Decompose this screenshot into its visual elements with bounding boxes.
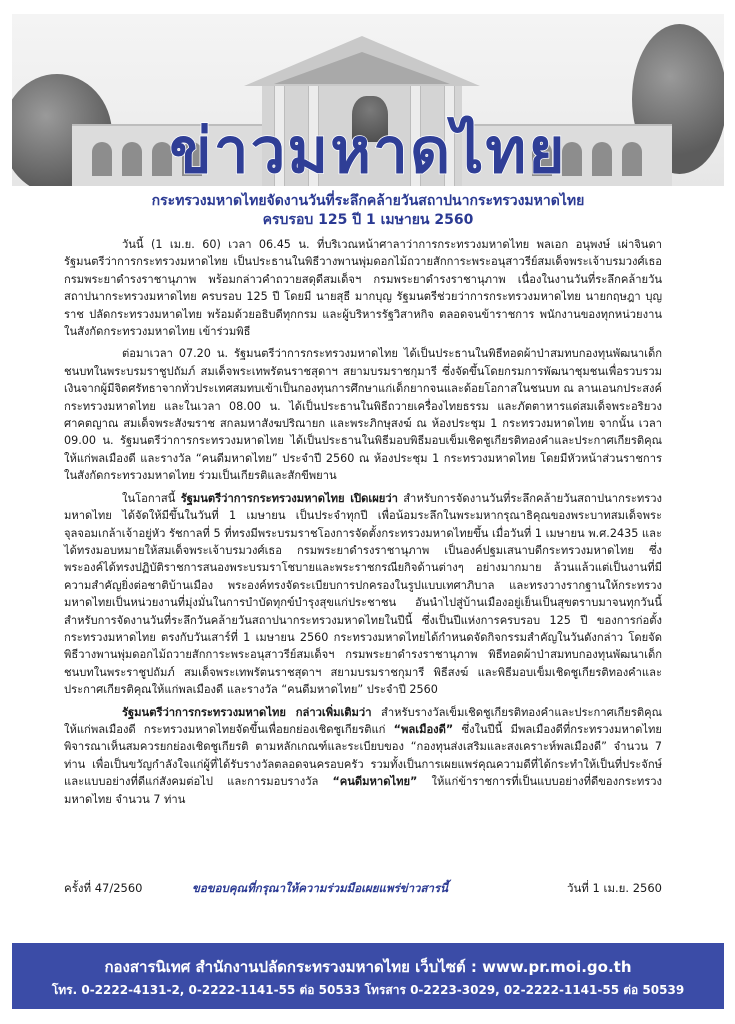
footer-office-website: กองสารนิเทศ สำนักงานปลัดกระทรวงมหาดไทย เว็บไซต์ : www.pr.moi.go.th <box>104 958 632 976</box>
paragraph-1: วันนี้ (1 เม.ย. 60) เวลา 06.45 น. ที่บริเวณหน้าศาลาว่าการกระทรวงมหาดไทย พลเอก อนุพงษ์ เผ่าจินดา รัฐมนตรีว่าการกระทรวงมหาดไทย เป็นประธานในพิธีวางพานพุ่มดอกไม้ถวายสักการะพระอนุสาวรีย์สมเด็จพระเจ้าบรมวงศ์เธอ กรมพระยาดำรงราชานุภาพ พร้อมกล่าวคำถวายสดุดีสมเด็จฯ กรมพระยาดำรงราชานุภาพ เนื่องในงานวันที่ระลึกคล้ายวันสถาปนากระทรวงมหาดไทย ครบรอบ 125 ปี โดยมี นายสุธี มากบุญ รัฐมนตรีช่วยว่าการกระทรวงมหาดไทย นายกฤษฎา บุญราช ปลัดกระทรวงมหาดไทย พร้อมด้วยอธิบดีทุกกรม และผู้บริหารรัฐวิสาหกิจ ตลอดจนข้าราชการ พนักงานของทุกหน่วยงานในสังกัดกระทรวงมหาดไทย เข้าร่วมพิธี <box>64 238 662 339</box>
paragraph-4-text-b: ซึ่งในปีนี้ มีพลเมืองดีที่กระทรวงมหาดไทยพิจารณาเห็นสมควรยกย่องเชิดชูเกียรติ ตามหลักเกณฑ์และระเบียบของ “กองทุนส่งเสริมและสงเคราะห์พลเมืองดี” จำนวน 7 ท่าน เพื่อเป็นขวัญกำลังใจแก่ผู้ที่ได้รับรางวัลตลอดจนครอบครัว รวมทั้งเป็นการเผยแพร่คุณความดีที่ได้กระทำให้เป็นที่ประจักษ์และแบบอย่างที่ดีแก่สังคมต่อไป และการมอบรางวัล <box>64 722 662 789</box>
headline-line-1: กระทรวงมหาดไทยจัดงานวันที่ระลึกคล้ายวันสถาปนากระทรวงมหาดไทย <box>151 193 585 209</box>
release-meta <box>64 880 662 898</box>
pediment-ornament <box>274 52 450 84</box>
paragraph-3-bold: รัฐมนตรีว่าการกระทรวงมหาดไทย เปิดเผยว่า <box>180 491 398 505</box>
issue-number: ครั้งที่ 47/2560 <box>64 881 143 895</box>
footer-bar <box>12 943 724 1009</box>
article-body <box>64 236 662 813</box>
headline <box>12 192 724 230</box>
paragraph-4-bold: รัฐมนตรีว่าการกระทรวงมหาดไทย กล่าวเพิ่มเติมว่า <box>122 705 372 719</box>
header-banner <box>12 14 724 186</box>
paragraph-4-good-official: “คนดีมหาดไทย” <box>332 775 418 789</box>
paragraph-4 <box>64 704 662 808</box>
paragraph-3 <box>64 490 662 699</box>
thanks-note: ขอขอบคุณที่กรุณาให้ความร่วมมือเผยแพร่ข่าวสารนี้ <box>192 881 448 895</box>
release-date: วันที่ 1 เม.ย. 2560 <box>566 881 662 895</box>
paragraph-4-text-c: ให้แก่ข้าราชการที่เป็นแบบอย่างที่ดีของกระทรวงมหาดไทย จำนวน 7 ท่าน <box>64 775 662 806</box>
paragraph-3-rest: สำหรับการจัดงานวันที่ระลึกคล้ายวันสถาปนากระทรวงมหาดไทย ได้จัดให้มีขึ้นในวันที่ 1 เมษายน เป็นประจำทุกปี เพื่อน้อมระลึกในพระมหากรุณาธิคุณของพระบาทสมเด็จพระจุลจอมเกล้าเจ้าอยู่หัว รัชกาลที่ 5 ที่ทรงมีพระบรมราชโองการจัดตั้งกระทรวงมหาดไทยขึ้น เมื่อวันที่ 1 เมษายน พ.ศ.2435 และได้ทรงมอบหมายให้สมเด็จพระเจ้าบรมวงศ์เธอ กรมพระยาดำรงราชานุภาพ เป็นองค์ปฐมเสนาบดีกระทรวงมหาดไทย ซึ่งพระองค์ได้ทรงปฏิบัติราชการสนองพระบรมราโชบายและพระราชกรณียกิจด้านต่างๆ อย่างมากมาย ล้วนแล้วแต่เป็นงานที่มีความสำคัญยิ่งต่อชาติบ้านเมือง พระองค์ทรงจัดระเบียบการปกครองในรูปแบบเทศาภิบาล และทรงวางรากฐานให้กระทรวงมหาดไทยเป็นหน่วยงานที่มุ่งมั่นในการบำบัดทุกข์บำรุงสุขแก่ประชาชน อันนำไปสู่บ้านเมืองอยู่เย็นเป็นสุขตราบมาจนทุกวันนี้ สำหรับการจัดงานวันที่ระลึกวันคล้ายวันสถาปนากระทรวงมหาดไทยในปีนี้ ซึ่งเป็นปีแห่งการครบรอบ 125 ปี ของการก่อตั้งกระทรวงมหาดไทย ตรงกับวันเสาร์ที่ 1 เมษายน 2560 กระทรวงมหาดไทยได้กำหนดจัดกิจกรรมสำคัญในวันดังกล่าว โดยจัดพิธีวางพานพุ่มดอกไม้ถวายสักการะพระอนุสาวรีย์สมเด็จฯ กรมพระยาดำรงราชานุภาพ พิธีทอดผ้าป่าสมทบกองทุนพัฒนาเด็กชนบทในพระราชูปถัมภ์ สมเด็จพระเทพรัตนราชสุดาฯ สยามบรมราชกุมารี พิธีสงฆ์ และพิธีมอบเข็มเชิดชูเกียรติทองคำและประกาศเกียรติคุณให้แก่พลเมืองดี และรางวัล “คนดีมหาดไทย” ประจำปี 2560 <box>64 491 662 697</box>
paragraph-2: ต่อมาเวลา 07.20 น. รัฐมนตรีว่าการกระทรวงมหาดไทย ได้เป็นประธานในพิธีทอดผ้าป่าสมทบกองทุนพัฒนาเด็กชนบทในพระบรมราชูปถัมภ์ สมเด็จพระเทพรัตนราชสุดาฯ สยามบรมราชกุมารี ซึ่งจัดขึ้นโดยกรมการพัฒนาชุมชนเพื่อรวบรวมเงินจากผู้มีจิตศรัทธาจากทั่วประเทศสมทบเข้าเป็นกองทุนการศึกษาแก่เด็กยากจนและด้อยโอกาสในชนบท ณ ลานเอนกประสงค์ กระทรวงมหาดไทย และในเวลา 08.00 น. ได้เป็นประธานในพิธีถวายเครื่องไทยธรรม และภัตตาหารแด่สมเด็จพระอริยวงศาคตญาณ สมเด็จพระสังฆราช สกลมหาสังฆปริณายก และพระภิกษุสงฆ์ ณ ห้องประชุม 1 กระทรวงมหาดไทย จากนั้น เวลา 09.00 น. รัฐมนตรีว่าการกระทรวงมหาดไทย ได้เป็นประธานในพิธีมอบพิธีมอบเข็มเชิดชูเกียรติทองคำและประกาศเกียรติคุณให้แก่พลเมืองดี และรางวัล “คนดีมหาดไทย” ประจำปี 2560 ณ ห้องประชุม 1 กระทรวงมหาดไทย โดยมีหัวหน้าส่วนราชการในสังกัดกระทรวงมหาดไทย ร่วมเป็นเกียรติและสักขีพยาน <box>64 347 663 483</box>
paragraph-4-text-a: สำหรับรางวัลเข็มเชิดชูเกียรติทองคำและประกาศเกียรติคุณให้แก่พลเมืองดี กระทรวงมหาดไทยจัดขึ้นเพื่อยกย่องเชิดชูเกียรติแก่ <box>64 705 662 736</box>
banner-title: ข่าวมหาดไทย <box>169 114 567 186</box>
headline-line-2: ครบรอบ 125 ปี 1 เมษายน 2560 <box>262 212 474 228</box>
paragraph-3-lead: ในโอกาสนี้ <box>122 491 181 505</box>
footer-contact: โทร. 0-2222-4131-2, 0-2222-1141-55 ต่อ 50533 โทรสาร 0-2223-3029, 02-2222-1141-55 ต่อ 50539 <box>51 983 685 997</box>
paragraph-4-good-citizen: “พลเมืองดี” <box>393 722 454 736</box>
